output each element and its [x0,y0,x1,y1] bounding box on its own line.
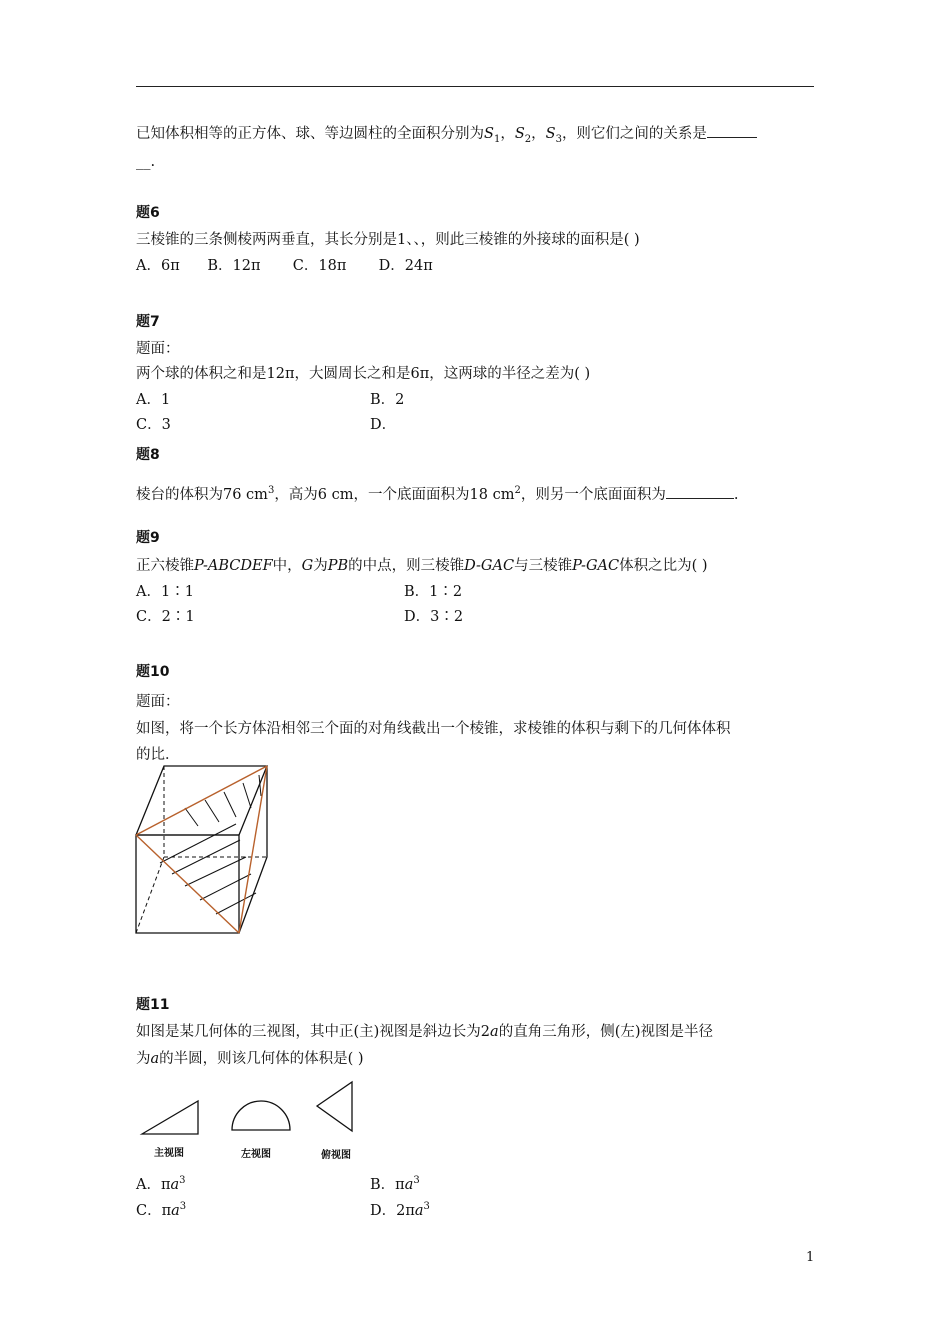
q5-continuation: __. [136,154,156,170]
q11-option-b-pow: 3 [413,1175,420,1186]
q5-sep-2: ， [531,126,546,142]
q11-option-d-pow: 3 [423,1201,430,1212]
q10-label: 题面： [136,694,180,710]
q9-i2: G [301,558,314,574]
q10-title: 题10 [136,664,170,680]
q11-caption-front: 主视图 [154,1148,184,1159]
q7-text: 两个球的体积之和是12π，大圆周长之和是6π，这两球的半径之差为( ) [136,366,591,382]
q9-option-c: C．2∶1 [136,609,195,625]
q11-text-line1 [136,1022,713,1042]
q7-option-c: C．3 [136,417,171,433]
q11-option-b [370,1171,420,1195]
page-number: 1 [806,1250,815,1265]
q5-text-b: ，则它们之间的关系是 [561,126,707,142]
q11-l1b: 的直角三角形，侧(左)视图是半径 [498,1024,714,1040]
q11-option-b-label: B．π [370,1176,405,1193]
q11-l2a: 为 [136,1051,151,1067]
q5-text-a: 已知体积相等的正方体、球、等边圆柱的全面积分别为 [136,126,484,142]
q9-i1: P-ABCDEF [194,558,273,574]
q5-s3-sub: 3 [555,133,562,145]
q11-option-d [370,1197,430,1221]
q11-option-d-var: a [414,1202,424,1219]
q6-text: 三棱锥的三条侧棱两两垂直，其长分别是1、、，则此三棱锥的外接球的面积是( ) [136,232,640,248]
q7-label: 题面： [136,341,180,357]
q9-option-a: A．1∶1 [136,584,194,600]
q10-cube-figure [130,762,275,938]
q5-text [136,123,757,150]
q9-title: 题9 [136,530,160,546]
q11-caption-left: 左视图 [241,1149,271,1160]
q11-option-a [136,1171,186,1195]
q11-l1a: 如图是某几何体的三视图，其中正(主)视图是斜边长为2 [136,1024,491,1040]
q8-answer-blank [666,484,734,499]
q6-options: A．6π B．12π C．18π D．24π [136,258,433,274]
q11-text-line2 [136,1049,364,1069]
q7-option-b: B．2 [370,392,405,408]
q9-i4: D-GAC [464,558,515,574]
cube-hidden-edges [136,766,267,933]
q11-option-c-label: C．π [136,1202,172,1219]
q11-caption-top: 俯视图 [321,1150,351,1161]
q11-option-c [136,1197,186,1221]
q9-option-d: D．3∶2 [404,609,464,625]
q11-option-c-pow: 3 [179,1201,187,1212]
q11-option-d-label: D．2π [370,1202,415,1219]
q8-title: 题8 [136,447,160,463]
q9-text [136,556,708,576]
q10-text-line1: 如图，将一个长方体沿相邻三个面的对角线截出一个棱锥，求棱锥的体积与剩下的几何体体积 [136,721,731,737]
q9-t5: 与三棱锥 [514,558,573,574]
q9-t6: 体积之比为( ) [619,558,708,574]
q11-top-view-figure [310,1078,360,1136]
q9-t2: 中， [272,558,302,574]
q10-text-line2: 的比． [136,747,180,763]
q5-sep-1: ， [500,126,515,142]
q8-sup-a: 3 [267,485,275,496]
q8-sup-b: 2 [514,485,521,496]
q11-l2-var: a [150,1051,160,1067]
q7-title: 题7 [136,314,160,330]
q5-s1: S [484,126,494,142]
q11-title: 题11 [136,997,170,1013]
q11-l1-var: a [490,1024,499,1040]
q5-s2: S [514,126,525,142]
q5-s1-sub: 1 [493,133,501,145]
q11-left-view-figure [228,1098,294,1134]
q5-answer-blank [707,123,757,138]
pyramid-cut-lines [136,766,267,933]
q11-option-a-pow: 3 [179,1175,186,1186]
q8-text-c: ，则另一个底面面积为 [520,486,666,503]
q11-front-view-figure [138,1094,202,1138]
q7-option-d: D． [370,417,397,433]
q8-text-a: 棱台的体积为76 cm [136,486,268,503]
q6-title: 题6 [136,205,160,221]
q11-option-c-var: a [171,1202,180,1219]
q9-t4: 的中点，则三棱锥 [348,558,465,574]
q8-end: . [733,486,739,503]
q9-t3: 为 [313,558,328,574]
q5-s2-sub: 2 [524,133,532,145]
q9-t1: 正六棱锥 [136,558,194,574]
q11-option-b-var: a [404,1176,414,1193]
q11-option-a-var: a [170,1176,180,1193]
q11-l2b: 的半圆，则该几何体的体积是( ) [159,1051,364,1067]
q5-s3: S [545,126,556,142]
header-rule [136,86,814,87]
q8-text-b: ，高为6 cm，一个底面面积为18 cm [274,486,515,503]
q11-option-a-label: A．π [136,1176,171,1193]
q8-text [136,481,738,505]
q9-option-b: B．1∶2 [404,584,463,600]
q9-i3: PB [327,558,349,574]
q7-option-a: A．1 [136,392,171,408]
q9-i5: P-GAC [572,558,620,574]
